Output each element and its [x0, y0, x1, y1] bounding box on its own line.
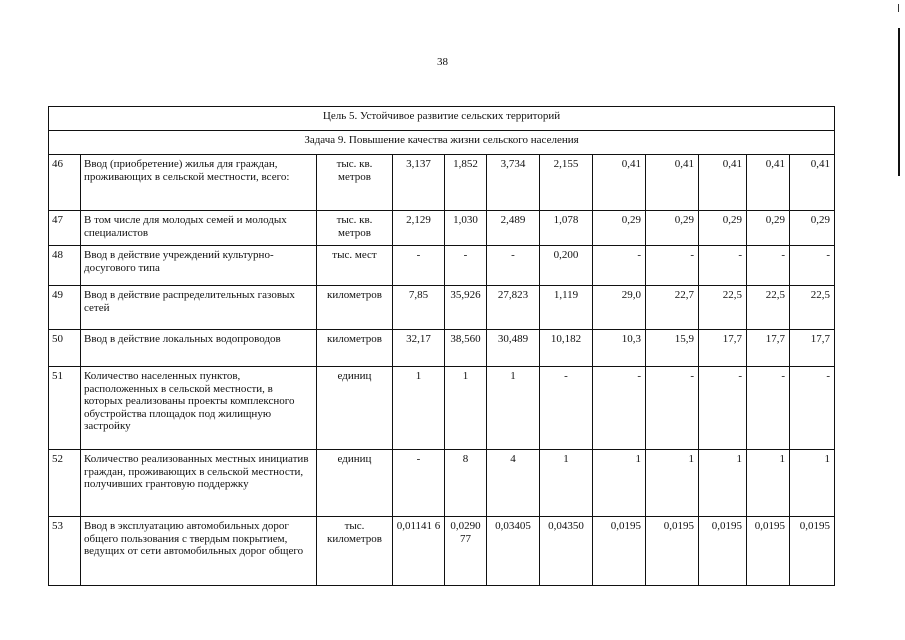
- value-cell: 0,0195: [747, 517, 790, 586]
- table-row: [49, 211, 835, 246]
- value-cell: -: [593, 246, 646, 286]
- indicator-name: Количество реализованных местных инициатив граждан, проживающих в сельской местности, получивших грантовую поддержку: [81, 450, 317, 517]
- value-cell: 0,01141 6: [393, 517, 445, 586]
- table-row: [49, 155, 835, 211]
- unit-cell: тыс. кв. метров: [317, 155, 393, 211]
- value-cell: -: [487, 246, 540, 286]
- value-cell: 30,489: [487, 330, 540, 367]
- row-number: 49: [49, 286, 81, 330]
- value-cell: 1: [747, 450, 790, 517]
- value-cell: 1,030: [445, 211, 487, 246]
- value-cell: 22,5: [699, 286, 747, 330]
- value-cell: -: [646, 367, 699, 450]
- value-cell: 0,0290 77: [445, 517, 487, 586]
- value-cell: 1: [593, 450, 646, 517]
- value-cell: -: [747, 246, 790, 286]
- indicator-name: Ввод (приобретение) жилья для граждан, проживающих в сельской местности, всего:: [81, 155, 317, 211]
- value-cell: 10,182: [540, 330, 593, 367]
- value-cell: 10,3: [593, 330, 646, 367]
- value-cell: 1: [790, 450, 835, 517]
- value-cell: 7,85: [393, 286, 445, 330]
- value-cell: 2,129: [393, 211, 445, 246]
- unit-cell: единиц: [317, 450, 393, 517]
- value-cell: -: [699, 367, 747, 450]
- row-number: 46: [49, 155, 81, 211]
- value-cell: 0,41: [747, 155, 790, 211]
- value-cell: 3,137: [393, 155, 445, 211]
- value-cell: 22,7: [646, 286, 699, 330]
- table-row: [49, 367, 835, 450]
- value-cell: -: [445, 246, 487, 286]
- unit-cell: километров: [317, 286, 393, 330]
- value-cell: 1: [487, 367, 540, 450]
- row-number: 51: [49, 367, 81, 450]
- row-number: 47: [49, 211, 81, 246]
- value-cell: 1: [393, 367, 445, 450]
- indicators-table: [48, 106, 835, 586]
- value-cell: 35,926: [445, 286, 487, 330]
- value-cell: 38,560: [445, 330, 487, 367]
- value-cell: 2,155: [540, 155, 593, 211]
- value-cell: 1,852: [445, 155, 487, 211]
- value-cell: 17,7: [699, 330, 747, 367]
- value-cell: 2,489: [487, 211, 540, 246]
- value-cell: -: [646, 246, 699, 286]
- value-cell: 1,078: [540, 211, 593, 246]
- value-cell: 0,03405: [487, 517, 540, 586]
- task-row: [49, 131, 835, 155]
- task-title: Задача 9. Повышение качества жизни сельского населения: [49, 131, 835, 155]
- value-cell: -: [593, 367, 646, 450]
- unit-cell: километров: [317, 330, 393, 367]
- value-cell: 3,734: [487, 155, 540, 211]
- table-row: [49, 517, 835, 586]
- value-cell: -: [790, 246, 835, 286]
- indicator-name: Ввод в эксплуатацию автомобильных дорог общего пользования с твердым покрытием, ведущих от сети автомобильных дорог общего: [81, 517, 317, 586]
- value-cell: 0,0195: [790, 517, 835, 586]
- row-number: 52: [49, 450, 81, 517]
- page-edge-mark: [898, 28, 900, 176]
- value-cell: 32,17: [393, 330, 445, 367]
- value-cell: 0,29: [646, 211, 699, 246]
- row-number: 53: [49, 517, 81, 586]
- value-cell: 0,29: [790, 211, 835, 246]
- indicator-name: В том числе для молодых семей и молодых специалистов: [81, 211, 317, 246]
- value-cell: 1: [540, 450, 593, 517]
- edge-tick-mark: [898, 4, 899, 12]
- indicator-name: Ввод в действие учреждений культурно-досугового типа: [81, 246, 317, 286]
- unit-cell: единиц: [317, 367, 393, 450]
- value-cell: 22,5: [747, 286, 790, 330]
- table-row: [49, 330, 835, 367]
- unit-cell: тыс. мест: [317, 246, 393, 286]
- table-row: [49, 450, 835, 517]
- value-cell: 0,41: [790, 155, 835, 211]
- value-cell: 0,41: [646, 155, 699, 211]
- value-cell: 1,119: [540, 286, 593, 330]
- goal-title: Цель 5. Устойчивое развитие сельских территорий: [49, 107, 835, 131]
- value-cell: 0,29: [699, 211, 747, 246]
- value-cell: 8: [445, 450, 487, 517]
- value-cell: 0,29: [747, 211, 790, 246]
- value-cell: 17,7: [790, 330, 835, 367]
- value-cell: 0,41: [593, 155, 646, 211]
- value-cell: 17,7: [747, 330, 790, 367]
- value-cell: 0,41: [699, 155, 747, 211]
- value-cell: 22,5: [790, 286, 835, 330]
- goal-row: [49, 107, 835, 131]
- indicator-name: Ввод в действие локальных водопроводов: [81, 330, 317, 367]
- value-cell: 1: [646, 450, 699, 517]
- value-cell: 0,0195: [593, 517, 646, 586]
- row-number: 50: [49, 330, 81, 367]
- row-number: 48: [49, 246, 81, 286]
- value-cell: 0,04350: [540, 517, 593, 586]
- value-cell: 15,9: [646, 330, 699, 367]
- value-cell: -: [393, 246, 445, 286]
- value-cell: 27,823: [487, 286, 540, 330]
- value-cell: 1: [699, 450, 747, 517]
- value-cell: -: [540, 367, 593, 450]
- page-number: 38: [437, 56, 448, 68]
- table-row: [49, 246, 835, 286]
- indicator-name: Ввод в действие распределительных газовых сетей: [81, 286, 317, 330]
- unit-cell: тыс. кв. метров: [317, 211, 393, 246]
- value-cell: 0,200: [540, 246, 593, 286]
- value-cell: 0,0195: [646, 517, 699, 586]
- unit-cell: тыс. километров: [317, 517, 393, 586]
- value-cell: 4: [487, 450, 540, 517]
- indicator-name: Количество населенных пунктов, расположенных в сельской местности, в которых реализованы проекты комплексного обустройства площадок под жилищную застройку: [81, 367, 317, 450]
- value-cell: -: [747, 367, 790, 450]
- value-cell: 29,0: [593, 286, 646, 330]
- value-cell: -: [393, 450, 445, 517]
- table-row: [49, 286, 835, 330]
- value-cell: 0,0195: [699, 517, 747, 586]
- value-cell: -: [699, 246, 747, 286]
- value-cell: -: [790, 367, 835, 450]
- value-cell: 1: [445, 367, 487, 450]
- value-cell: 0,29: [593, 211, 646, 246]
